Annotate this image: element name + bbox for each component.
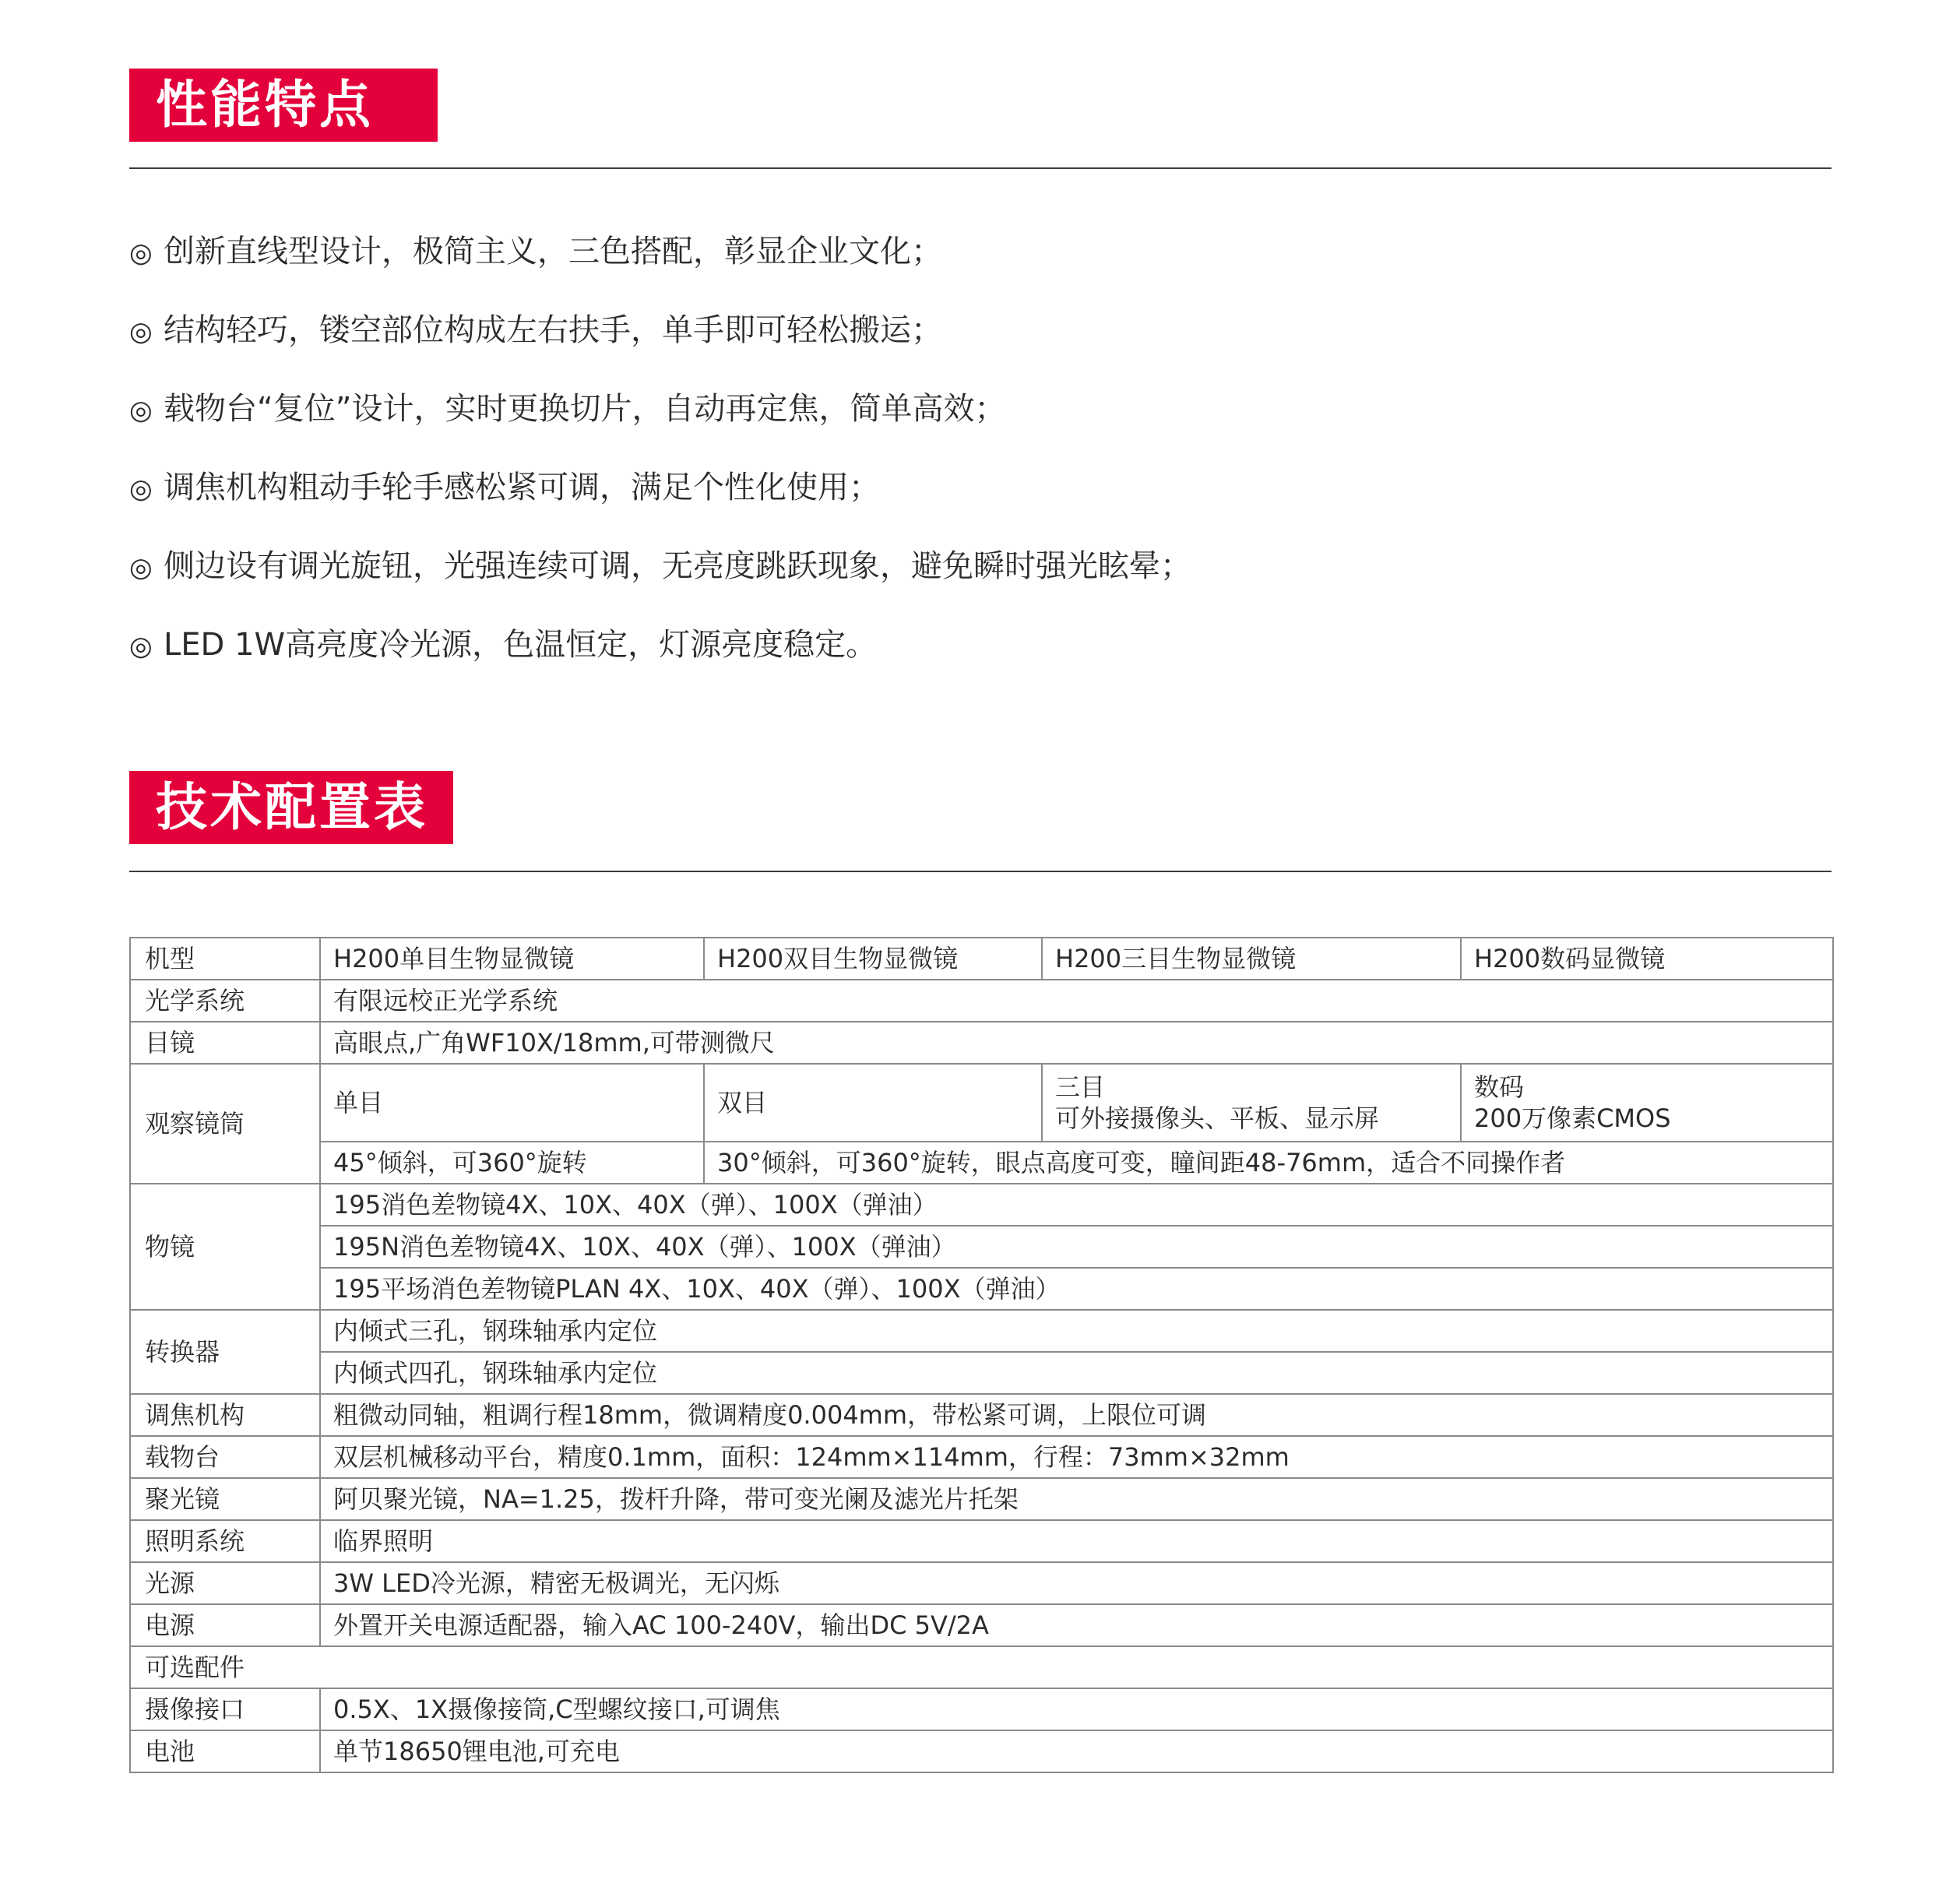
features-divider	[129, 167, 1832, 169]
tube-label: 观察镜筒	[130, 1064, 320, 1184]
feature-text: 结构轻巧，镂空部位构成左右扶手，单手即可轻松搬运；	[164, 312, 942, 348]
model-digital: H200数码显微镜	[1461, 938, 1833, 980]
table-row	[130, 938, 1833, 980]
feature-item	[129, 618, 1191, 696]
table-row	[130, 1646, 1833, 1688]
spec-table	[129, 937, 1834, 1773]
illumination-value: 临界照明	[320, 1520, 1833, 1562]
table-row	[130, 980, 1833, 1022]
tube-other-incline: 30°倾斜，可360°旋转，眼点高度可变，瞳间距48-76mm，适合不同操作者	[704, 1142, 1833, 1184]
bullet-icon: ◎	[129, 631, 153, 662]
nosepiece-value: 内倾式四孔，钢珠轴承内定位	[320, 1352, 1833, 1394]
features-section-title: 性能特点	[129, 69, 438, 142]
bullet-icon: ◎	[129, 473, 153, 505]
bullet-icon: ◎	[129, 238, 153, 269]
bullet-icon: ◎	[129, 552, 153, 583]
battery-label: 电池	[130, 1730, 320, 1772]
feature-text: 侧边设有调光旋钮，光强连续可调，无亮度跳跃现象，避免瞬时强光眩晕；	[164, 548, 1191, 584]
illumination-label: 照明系统	[130, 1520, 320, 1562]
objective-value: 195平场消色差物镜PLAN 4X、10X、40X（弹）、100X（弹油）	[320, 1268, 1833, 1310]
tube-digital-title: 数码	[1474, 1072, 1525, 1102]
focus-label: 调焦机构	[130, 1394, 320, 1436]
model-mono: H200单目生物显微镜	[320, 938, 704, 980]
tube-trino-desc: 可外接摄像头、平板、显示屏	[1055, 1103, 1380, 1133]
feature-text: 调焦机构粗动手轮手感松紧可调，满足个性化使用；	[164, 470, 880, 505]
power-label: 电源	[130, 1604, 320, 1646]
feature-item	[129, 460, 1191, 539]
objective-value: 195消色差物镜4X、10X、40X（弹）、100X（弹油）	[320, 1184, 1833, 1226]
table-row	[130, 1520, 1833, 1562]
objective-value: 195N消色差物镜4X、10X、40X（弹）、100X（弹油）	[320, 1226, 1833, 1268]
camera-label: 摄像接口	[130, 1688, 320, 1730]
feature-text: 载物台“复位”设计，实时更换切片，自动再定焦，简单高效；	[164, 391, 1006, 427]
table-row	[130, 1226, 1833, 1268]
table-row	[130, 1022, 1833, 1064]
stage-value: 双层机械移动平台，精度0.1mm，面积：124mm×114mm，行程：73mm×32mm	[320, 1436, 1833, 1478]
feature-item	[129, 224, 1191, 303]
light-label: 光源	[130, 1562, 320, 1604]
table-row	[130, 1394, 1833, 1436]
spec-section-title: 技术配置表	[129, 771, 453, 844]
optional-label: 可选配件	[130, 1646, 1833, 1688]
table-row	[130, 1478, 1833, 1520]
battery-value: 单节18650锂电池,可充电	[320, 1730, 1833, 1772]
objective-label: 物镜	[130, 1184, 320, 1310]
table-row	[130, 1688, 1833, 1730]
nosepiece-label: 转换器	[130, 1310, 320, 1394]
feature-item	[129, 382, 1191, 460]
feature-item	[129, 303, 1191, 382]
eyepiece-label: 目镜	[130, 1022, 320, 1064]
table-row	[130, 1604, 1833, 1646]
feature-text: 创新直线型设计，极简主义，三色搭配，彰显企业文化；	[164, 234, 942, 269]
eyepiece-value: 高眼点,广角WF10X/18mm,可带测微尺	[320, 1022, 1833, 1064]
table-row	[130, 1142, 1833, 1184]
tube-digital	[1461, 1064, 1833, 1142]
spec-divider	[129, 871, 1832, 872]
condenser-label: 聚光镜	[130, 1478, 320, 1520]
table-row	[130, 1310, 1833, 1352]
tube-mono: 单目	[320, 1064, 704, 1142]
model-label: 机型	[130, 938, 320, 980]
tube-trino	[1042, 1064, 1461, 1142]
model-trino: H200三目生物显微镜	[1042, 938, 1461, 980]
tube-bino: 双目	[704, 1064, 1042, 1142]
table-row	[130, 1562, 1833, 1604]
bullet-icon: ◎	[129, 316, 153, 347]
features-list	[129, 224, 1191, 696]
bullet-icon: ◎	[129, 395, 153, 426]
table-row	[130, 1184, 1833, 1226]
camera-value: 0.5X、1X摄像接筒,C型螺纹接口,可调焦	[320, 1688, 1833, 1730]
stage-label: 载物台	[130, 1436, 320, 1478]
table-row	[130, 1064, 1833, 1142]
table-row	[130, 1730, 1833, 1772]
tube-mono-incline: 45°倾斜，可360°旋转	[320, 1142, 704, 1184]
model-bino: H200双目生物显微镜	[704, 938, 1042, 980]
light-value: 3W LED冷光源，精密无极调光，无闪烁	[320, 1562, 1833, 1604]
tube-digital-desc: 200万像素CMOS	[1474, 1103, 1671, 1133]
optical-value: 有限远校正光学系统	[320, 980, 1833, 1022]
feature-item	[129, 539, 1191, 618]
nosepiece-value: 内倾式三孔，钢珠轴承内定位	[320, 1310, 1833, 1352]
power-value: 外置开关电源适配器，输入AC 100-240V，输出DC 5V/2A	[320, 1604, 1833, 1646]
table-row	[130, 1436, 1833, 1478]
table-row	[130, 1268, 1833, 1310]
optical-label: 光学系统	[130, 980, 320, 1022]
tube-trino-title: 三目	[1055, 1072, 1106, 1102]
focus-value: 粗微动同轴，粗调行程18mm，微调精度0.004mm，带松紧可调，上限位可调	[320, 1394, 1833, 1436]
table-row	[130, 1352, 1833, 1394]
feature-text: LED 1W高亮度冷光源，色温恒定，灯源亮度稳定。	[164, 627, 878, 663]
condenser-value: 阿贝聚光镜，NA=1.25，拨杆升降，带可变光阑及滤光片托架	[320, 1478, 1833, 1520]
